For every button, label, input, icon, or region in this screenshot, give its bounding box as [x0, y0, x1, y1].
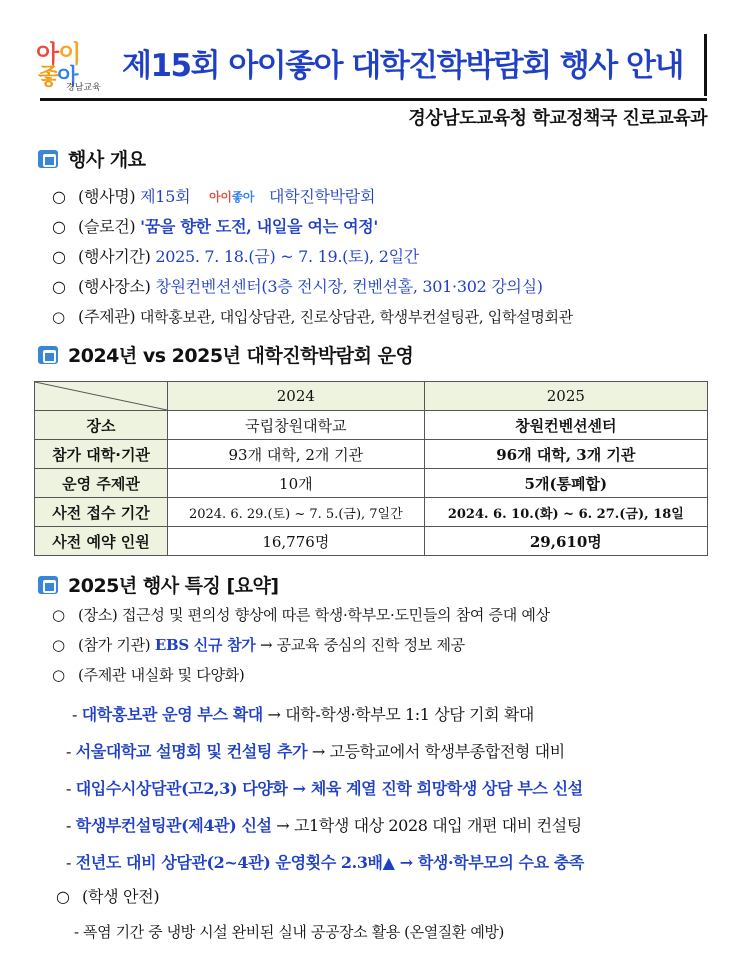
table-row: [35, 440, 708, 469]
logo-sub: 경남교육: [66, 83, 101, 93]
table-row: [35, 498, 708, 527]
logo: [34, 34, 110, 94]
section-icon: [38, 150, 58, 168]
row-label: 사전 접수 기간: [35, 498, 168, 527]
table-row: [35, 469, 708, 498]
table-row: [35, 527, 708, 556]
overview-slogan: ○ (슬로건) '꿈을 향한 도전, 내일을 여는 여정': [52, 217, 379, 236]
cell-2025: 29,610명: [424, 527, 707, 556]
title-underline: [40, 98, 707, 101]
detail-item: - 대학홍보관 운영 부스 확대 → 대학-학생·학부모 1:1 상담 기회 확대: [72, 705, 534, 724]
section-overview-heading: 행사 개요: [38, 145, 146, 172]
detail-item: - 대입수시상담관(고2,3) 다양화 → 체육 계열 진학 희망학생 상담 부스 신설: [66, 779, 583, 798]
cell-2025: 96개 대학, 3개 기관: [424, 440, 707, 469]
cell-2024: 93개 대학, 2개 기관: [168, 440, 425, 469]
detail-item: - 서울대학교 설명회 및 컨설팅 추가 → 고등학교에서 학생부종합전형 대비: [66, 742, 565, 761]
cell-2025: 5개(통폐합): [424, 469, 707, 498]
cell-2024: 2024. 6. 29.(토) ~ 7. 5.(금), 7일간: [168, 498, 425, 527]
mini-logo: 아이좋아: [209, 190, 255, 204]
table-corner-cell: [35, 382, 168, 411]
cell-2024: 국립창원대학교: [168, 411, 425, 440]
overview-place: ○ (행사장소) 창원컨벤션센터(3층 전시장, 컨벤션홀, 301·302 강의실): [52, 277, 543, 296]
overview-themes: ○ (주제관) 대학홍보관, 대입상담관, 진로상담관, 학생부컨설팅관, 입학설명회관: [52, 307, 573, 326]
safety-detail: - 폭염 기간 중 냉방 시설 완비된 실내 공공장소 활용 (온열질환 예방): [74, 923, 504, 941]
row-label: 운영 주제관: [35, 469, 168, 498]
cell-2024: 16,776명: [168, 527, 425, 556]
detail-item: - 학생부컨설팅관(제4관) 신설 → 고1학생 대상 2028 대입 개편 대비 컨설팅: [66, 816, 582, 835]
page-title: 제15회 아이좋아 대학진학박람회 행사 안내: [122, 48, 683, 84]
row-label: 장소: [35, 411, 168, 440]
overview-name: ○ (행사명) 제15회 아이좋아 대학진학박람회: [52, 187, 376, 206]
comparison-table: [34, 381, 708, 556]
diagonal-line: [35, 382, 167, 410]
feature-item: ○ (주제관 내실화 및 다양화): [52, 666, 245, 684]
row-label: 사전 예약 인원: [35, 527, 168, 556]
table-header-row: [35, 382, 708, 411]
cell-2025: 창원컨벤션센터: [424, 411, 707, 440]
table-row: [35, 411, 708, 440]
title-divider: [704, 34, 707, 96]
section-icon: [38, 346, 58, 364]
department: 경상남도교육청 학교정책국 진로교육과: [408, 108, 707, 129]
feature-item: ○ (장소) 접근성 및 편의성 향상에 따른 학생·학부모·도민들의 참여 증대 예상: [52, 606, 550, 624]
detail-item: - 전년도 대비 상담관(2~4관) 운영횟수 2.3배▲ → 학생·학부모의 수요 충족: [66, 853, 584, 872]
section-compare-heading: 2024년 vs 2025년 대학진학박람회 운영: [38, 341, 413, 368]
cell-2025: 2024. 6. 10.(화) ~ 6. 27.(금), 18일: [424, 498, 707, 527]
feature-item: ○ (참가 기관) EBS 신규 참가 → 공교육 중심의 진학 정보 제공: [52, 636, 465, 654]
cell-2024: 10개: [168, 469, 425, 498]
col-2025: 2025: [424, 382, 707, 411]
col-2024: 2024: [168, 382, 425, 411]
section-features-heading: 2025년 행사 특징 [요약]: [38, 571, 279, 598]
row-label: 참가 대학·기관: [35, 440, 168, 469]
overview-period: ○ (행사기간) 2025. 7. 18.(금) ~ 7. 19.(토), 2일간: [52, 247, 419, 266]
logo-line2: 좋아: [38, 65, 77, 90]
safety-heading: ○ (학생 안전): [56, 887, 160, 906]
section-icon: [38, 576, 58, 594]
logo-line1: 아이: [36, 40, 81, 68]
